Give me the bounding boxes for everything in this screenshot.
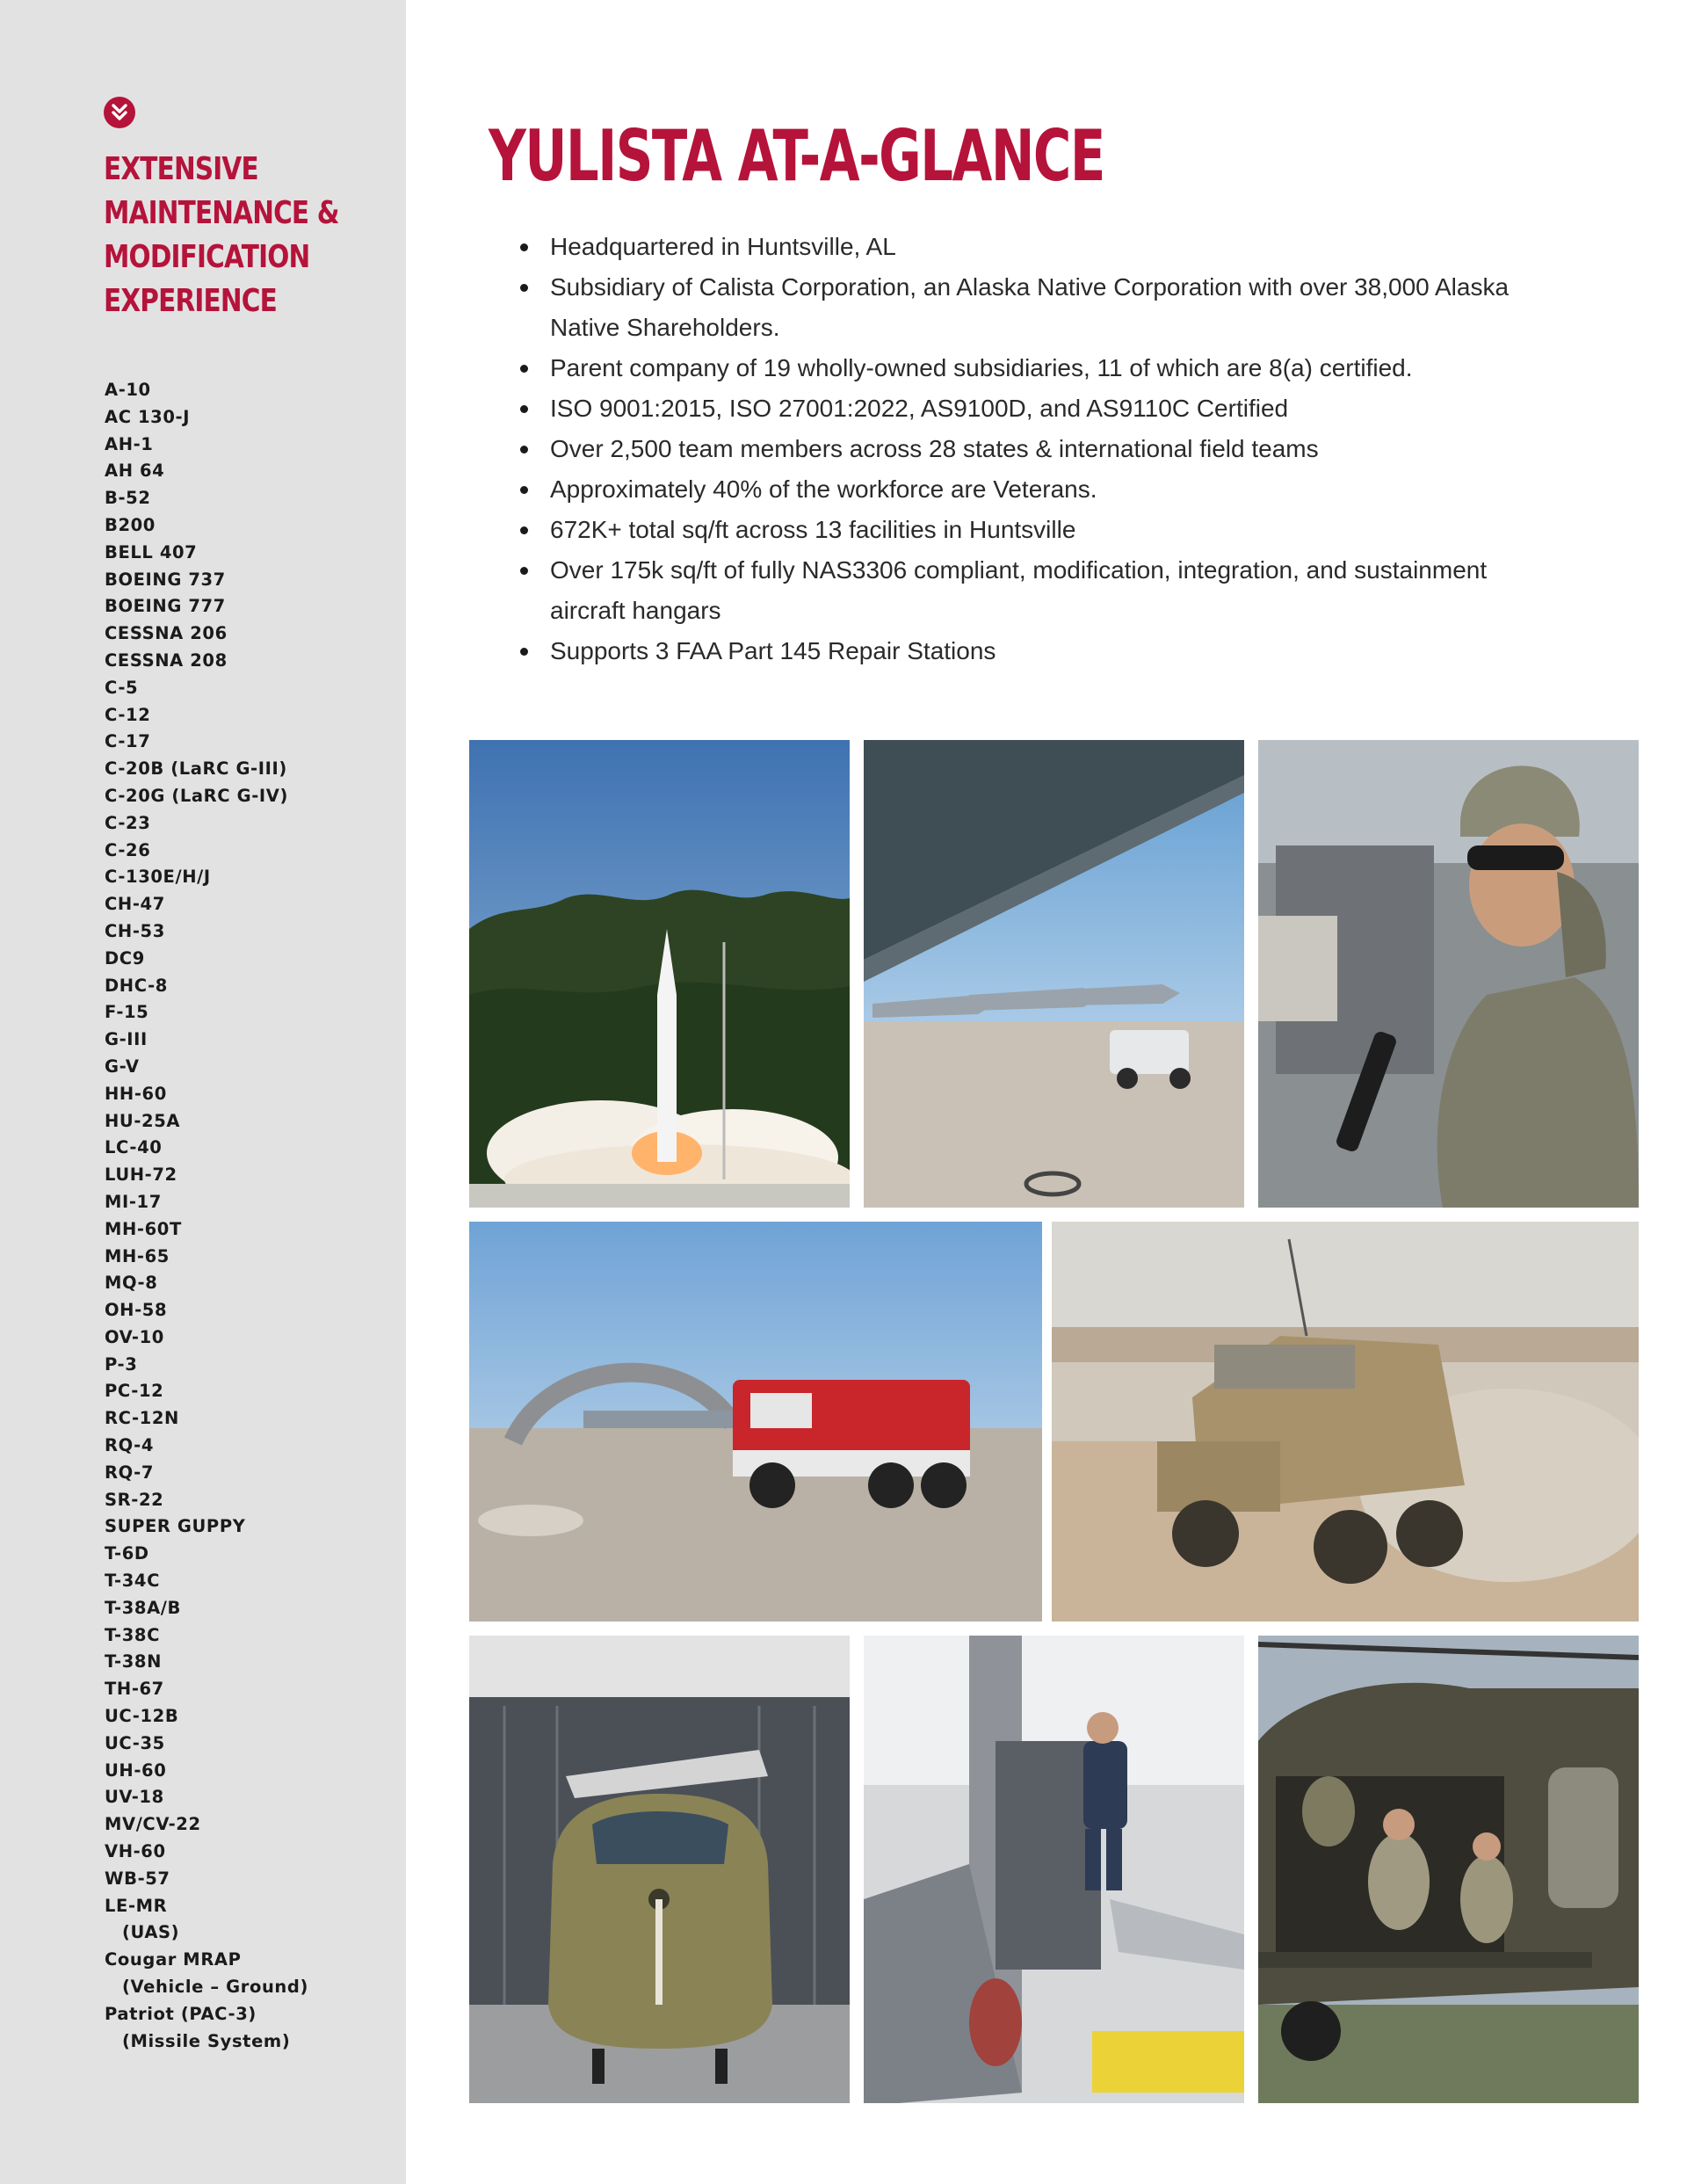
aircraft-item: CESSNA 208 xyxy=(105,649,228,671)
aircraft-item: TH-67 xyxy=(105,1679,164,1700)
aircraft-item: BOEING 777 xyxy=(105,596,226,617)
aircraft-item: AH-1 xyxy=(105,433,154,454)
aircraft-item: T-34C xyxy=(105,1571,160,1592)
aircraft-item: CH-47 xyxy=(105,894,165,915)
aircraft-item: LC-40 xyxy=(105,1137,163,1158)
aircraft-item-sub: (Missile System) xyxy=(122,2030,291,2051)
aircraft-item: UV-18 xyxy=(105,1787,164,1808)
fact-item: Over 2,500 team members across 28 states & international field teams xyxy=(520,429,1531,469)
aircraft-item: OV-10 xyxy=(105,1326,164,1347)
aircraft-item: SR-22 xyxy=(105,1489,164,1510)
sidebar-heading-line: EXTENSIVE xyxy=(104,151,258,187)
aircraft-item: C-12 xyxy=(105,704,151,725)
aircraft-item: LUH-72 xyxy=(105,1165,177,1186)
rocket-launch-photo xyxy=(469,740,850,1208)
aircraft-item: AC 130-J xyxy=(105,406,191,427)
fact-item: Subsidiary of Calista Corporation, an Alaska Native Corporation with over 38,000 Alaska Native Shareholders. xyxy=(520,267,1531,348)
aircraft-item: MV/CV-22 xyxy=(105,1814,201,1835)
aircraft-item: C-17 xyxy=(105,731,151,752)
sidebar-heading xyxy=(104,148,342,323)
fact-item: Parent company of 19 wholly-owned subsidiaries, 11 of which are 8(a) certified. xyxy=(520,348,1531,388)
aircraft-item: DHC-8 xyxy=(105,975,168,996)
aircraft-item-sub: (UAS) xyxy=(122,1922,180,1943)
aircraft-item: BELL 407 xyxy=(105,541,198,562)
aircraft-item: Cougar MRAP xyxy=(105,1949,242,1970)
aircraft-item: A-10 xyxy=(105,380,151,400)
fact-item: ISO 9001:2015, ISO 27001:2022, AS9100D, and AS9110C Certified xyxy=(520,388,1531,429)
aircraft-item: RQ-7 xyxy=(105,1462,155,1483)
aircraft-item: MH-60T xyxy=(105,1218,182,1239)
fact-item: Approximately 40% of the workforce are Veterans. xyxy=(520,469,1531,510)
aircraft-item: UC-35 xyxy=(105,1732,165,1753)
aircraft-item: UC-12B xyxy=(105,1706,179,1727)
fact-item: Headquartered in Huntsville, AL xyxy=(520,227,1531,267)
fire-truck-photo xyxy=(469,1222,1042,1622)
mechanic-aircraft-photo xyxy=(864,1636,1244,2103)
aircraft-item: G-V xyxy=(105,1056,140,1077)
aircraft-item: SUPER GUPPY xyxy=(105,1516,246,1537)
fact-item: Over 175k sq/ft of fully NAS3306 compliant, modification, integration, and sustainment aircraft hangars xyxy=(520,550,1531,631)
aircraft-item: G-III xyxy=(105,1029,148,1050)
aircraft-item: CESSNA 206 xyxy=(105,623,228,644)
fact-item: 672K+ total sq/ft across 13 facilities in Huntsville xyxy=(520,510,1531,550)
aircraft-list xyxy=(105,377,308,2055)
aircraft-item: RC-12N xyxy=(105,1408,179,1429)
aircraft-item: C-5 xyxy=(105,677,139,698)
aircraft-item: B-52 xyxy=(105,488,151,509)
aircraft-item: HU-25A xyxy=(105,1110,181,1131)
sidebar xyxy=(0,0,406,2184)
chinook-helicopter-photo xyxy=(469,1636,850,2103)
facts-list xyxy=(520,227,1531,671)
aircraft-item: T-38N xyxy=(105,1651,162,1672)
aircraft-item: T-38C xyxy=(105,1624,160,1645)
aircraft-item: MI-17 xyxy=(105,1191,162,1212)
aircraft-item: B200 xyxy=(105,514,156,535)
aircraft-item: WB-57 xyxy=(105,1868,170,1889)
mrap-vehicle-photo xyxy=(1052,1222,1639,1622)
double-chevron-down-icon xyxy=(104,97,135,128)
aircraft-item: T-6D xyxy=(105,1543,149,1564)
aircraft-item: VH-60 xyxy=(105,1841,166,1862)
aircraft-item: C-20B (LaRC G-III) xyxy=(105,758,287,780)
aircraft-item: OH-58 xyxy=(105,1300,168,1321)
aircraft-item: HH-60 xyxy=(105,1083,167,1104)
aircraft-item: T-38A/B xyxy=(105,1597,181,1618)
aircraft-item: CH-53 xyxy=(105,920,165,941)
aircraft-item: MH-65 xyxy=(105,1245,170,1266)
aircraft-item: F-15 xyxy=(105,1002,149,1023)
aircraft-item: C-23 xyxy=(105,812,151,833)
aircraft-item: P-3 xyxy=(105,1353,138,1375)
fact-item: Supports 3 FAA Part 145 Repair Stations xyxy=(520,631,1531,671)
sidebar-heading-line: MODIFICATION xyxy=(104,239,310,275)
aircraft-item: UH-60 xyxy=(105,1760,167,1781)
aircraft-item: AH 64 xyxy=(105,461,165,482)
hangar-jets-photo xyxy=(864,740,1244,1208)
sidebar-heading-line: MAINTENANCE & xyxy=(104,195,339,231)
page-title: YULISTA AT-A-GLANCE xyxy=(489,115,1104,197)
aircraft-item: BOEING 737 xyxy=(105,569,226,590)
aircraft-item: LE-MR xyxy=(105,1895,168,1916)
soldier-photo xyxy=(1258,740,1639,1208)
aircraft-item: PC-12 xyxy=(105,1381,164,1402)
aircraft-item: RQ-4 xyxy=(105,1435,155,1456)
aircraft-item: C-26 xyxy=(105,839,151,860)
aircraft-item: MQ-8 xyxy=(105,1273,158,1294)
aircraft-item-sub: (Vehicle – Ground) xyxy=(122,1977,308,1998)
aircraft-item: DC9 xyxy=(105,947,145,969)
aircraft-item: Patriot (PAC-3) xyxy=(105,2003,257,2024)
aircraft-item: C-20G (LaRC G-IV) xyxy=(105,785,288,806)
aircraft-item: C-130E/H/J xyxy=(105,867,211,888)
sidebar-heading-line: EXPERIENCE xyxy=(104,283,277,319)
blackhawk-soldiers-photo xyxy=(1258,1636,1639,2103)
